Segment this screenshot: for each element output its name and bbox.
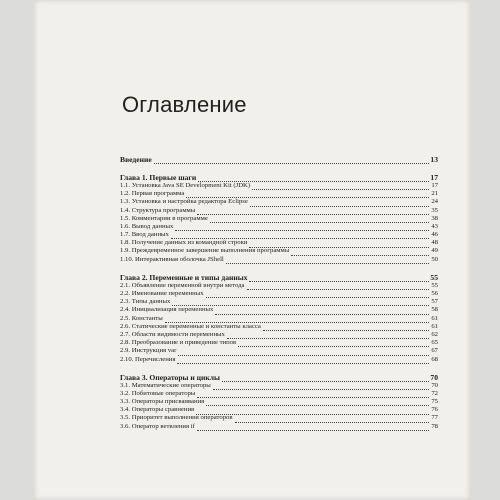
- toc-chapter-heading: [120, 273, 438, 282]
- toc-entry: [120, 331, 438, 339]
- dot-leader: [178, 349, 429, 356]
- toc-entry: [120, 382, 438, 390]
- toc-page-number: 62: [431, 330, 438, 338]
- toc-entry-label: 2.2. Именование переменных: [120, 290, 204, 298]
- toc-page-number: 38: [431, 214, 438, 222]
- toc-entry: [120, 239, 438, 247]
- dot-leader: [213, 383, 429, 390]
- dot-leader: [186, 191, 429, 198]
- toc-page-number: 46: [431, 231, 438, 239]
- dot-leader: [235, 416, 429, 423]
- dot-leader: [249, 241, 429, 248]
- dot-leader: [215, 308, 429, 315]
- toc-entry: [120, 415, 438, 423]
- toc-entry-label: 1.4. Структура программы: [120, 206, 196, 214]
- toc-entry-label: 2.4. Инициализация переменных: [120, 306, 214, 314]
- dot-leader: [249, 275, 429, 282]
- toc-entry: [120, 248, 438, 256]
- toc-entry-label: Глава 2. Переменные и типы данных: [120, 272, 248, 282]
- toc-entry: [120, 190, 438, 198]
- dot-leader: [175, 224, 429, 231]
- dot-leader: [198, 175, 429, 182]
- dot-leader: [206, 399, 429, 406]
- toc-entry-label: 3.5. Приоритет выполнения операторов: [120, 414, 233, 422]
- toc-page-number: 65: [431, 339, 438, 347]
- dot-leader: [165, 316, 429, 323]
- toc-page-number: 72: [431, 389, 438, 397]
- toc-page-number: 56: [431, 290, 438, 298]
- toc-page-number: 24: [431, 198, 438, 206]
- dot-leader: [171, 232, 429, 239]
- dot-leader: [197, 208, 429, 215]
- toc-page-number: 43: [431, 222, 438, 230]
- dot-leader: [263, 324, 429, 331]
- section-gap: [120, 264, 438, 273]
- toc-entry-label: 1.5. Комментарии в программе: [120, 214, 208, 222]
- toc-entry-label: 3.6. Оператор ветвления if: [120, 422, 195, 430]
- toc-entry-label: 2.10. Перечисления: [120, 355, 176, 363]
- toc-entry-label: 2.9. Инструкция var: [120, 347, 177, 355]
- toc-entry: [120, 390, 438, 398]
- toc-page-number: 55: [431, 281, 438, 289]
- dot-leader: [247, 283, 429, 290]
- toc-entry-label: 2.3. Типы данных: [120, 298, 171, 306]
- toc-page-number: 13: [430, 155, 438, 164]
- toc-page-number: 78: [431, 422, 438, 430]
- toc-entry: [120, 290, 438, 298]
- toc-entry-label: Глава 3. Операторы и циклы: [120, 372, 220, 382]
- toc-page-number: 61: [431, 322, 438, 330]
- toc-entry: [120, 207, 438, 215]
- toc-entry: [120, 339, 438, 347]
- toc-page-number: 68: [431, 355, 438, 363]
- toc-entry: [120, 282, 438, 290]
- toc-entry: [120, 398, 438, 406]
- toc-entry-label: 3.4. Операторы сравнения: [120, 406, 195, 414]
- toc-entry-label: 3.3. Операторы присваивания: [120, 398, 205, 406]
- toc-entry-label: 1.1. Установка Java SE Development Kit (JDK): [120, 181, 251, 189]
- toc-page-number: 70: [431, 381, 438, 389]
- toc-page-number: 50: [431, 255, 438, 263]
- toc-page-number: 57: [431, 298, 438, 306]
- dot-leader: [206, 291, 429, 298]
- toc-entry-label: 2.7. Области видимости переменных: [120, 330, 225, 338]
- toc-page-number: 48: [431, 239, 438, 247]
- dot-leader: [238, 340, 429, 347]
- toc-entry-label: 1.2. Первая программа: [120, 190, 185, 198]
- dot-leader: [197, 391, 429, 398]
- section-gap: [120, 164, 438, 173]
- toc-entry-label: Введение: [120, 155, 152, 164]
- page-title: Оглавление: [122, 92, 247, 117]
- toc-entry-label: 3.1. Математические операторы: [120, 381, 211, 389]
- dot-leader: [210, 216, 429, 223]
- toc-entry: [120, 423, 438, 431]
- toc-entry-label: 2.6. Статические переменные и константы класса: [120, 322, 261, 330]
- toc-entry-label: 2.8. Преобразование и приведение типов: [120, 339, 237, 347]
- toc-entry: [120, 182, 438, 190]
- toc-entry-label: 1.7. Ввод данных: [120, 231, 169, 239]
- toc-page-number: 70: [430, 372, 438, 382]
- toc-page-number: 21: [431, 190, 438, 198]
- toc-entry: [120, 323, 438, 331]
- toc-entry: [120, 356, 438, 364]
- dot-leader: [196, 408, 429, 415]
- toc-entry: [120, 347, 438, 355]
- toc-page-number: 17: [431, 181, 438, 189]
- toc-page-number: 35: [431, 206, 438, 214]
- toc-entry: [120, 406, 438, 414]
- toc-entry-label: 2.1. Объявление переменной внутри метода: [120, 281, 245, 289]
- toc-chapter-heading: [120, 173, 438, 182]
- toc-entry-label: 3.2. Побитовые операторы: [120, 389, 196, 397]
- toc-entry: [120, 315, 438, 323]
- dot-leader: [226, 257, 429, 264]
- toc-intro: [120, 155, 438, 164]
- toc-entry-label: 2.5. Константы: [120, 314, 163, 322]
- dot-leader: [291, 249, 429, 256]
- table-of-contents: [120, 155, 438, 440]
- section-gap: [120, 431, 438, 440]
- dot-leader: [252, 183, 429, 190]
- toc-page-number: 75: [431, 398, 438, 406]
- toc-entry: [120, 231, 438, 239]
- toc-entry-label: 1.3. Установка и настройка редактора Eclipse: [120, 198, 248, 206]
- toc-entry: [120, 223, 438, 231]
- book-page: [34, 0, 470, 500]
- toc-entry-label: Глава 1. Первые шаги: [120, 173, 197, 182]
- dot-leader: [227, 332, 429, 339]
- dot-leader: [250, 200, 429, 207]
- section-gap: [120, 364, 438, 373]
- toc-entry: [120, 198, 438, 206]
- toc-chapter-heading: [120, 373, 438, 382]
- toc-entry: [120, 298, 438, 306]
- toc-page-number: 76: [431, 406, 438, 414]
- toc-page-number: 67: [431, 347, 438, 355]
- toc-entry-label: 1.10. Интерактивная оболочка JShell: [120, 255, 224, 263]
- toc-entry-label: 1.9. Преждевременное завершение выполнения программы: [120, 247, 290, 255]
- toc-entry: [120, 306, 438, 314]
- toc-page-number: 61: [431, 314, 438, 322]
- toc-page-number: 58: [431, 306, 438, 314]
- dot-leader: [197, 424, 429, 431]
- dot-leader: [177, 357, 429, 364]
- toc-page-number: 49: [431, 247, 438, 255]
- toc-page-number: 55: [430, 272, 438, 282]
- toc-entry: [120, 215, 438, 223]
- dot-leader: [222, 375, 429, 382]
- toc-page-number: 77: [431, 414, 438, 422]
- toc-entry-label: 1.6. Вывод данных: [120, 222, 174, 230]
- toc-entry-label: 1.8. Получение данных из командной строки: [120, 239, 248, 247]
- dot-leader: [154, 157, 429, 164]
- toc-page-number: 17: [430, 173, 438, 182]
- dot-leader: [172, 299, 429, 306]
- toc-entry: [120, 256, 438, 264]
